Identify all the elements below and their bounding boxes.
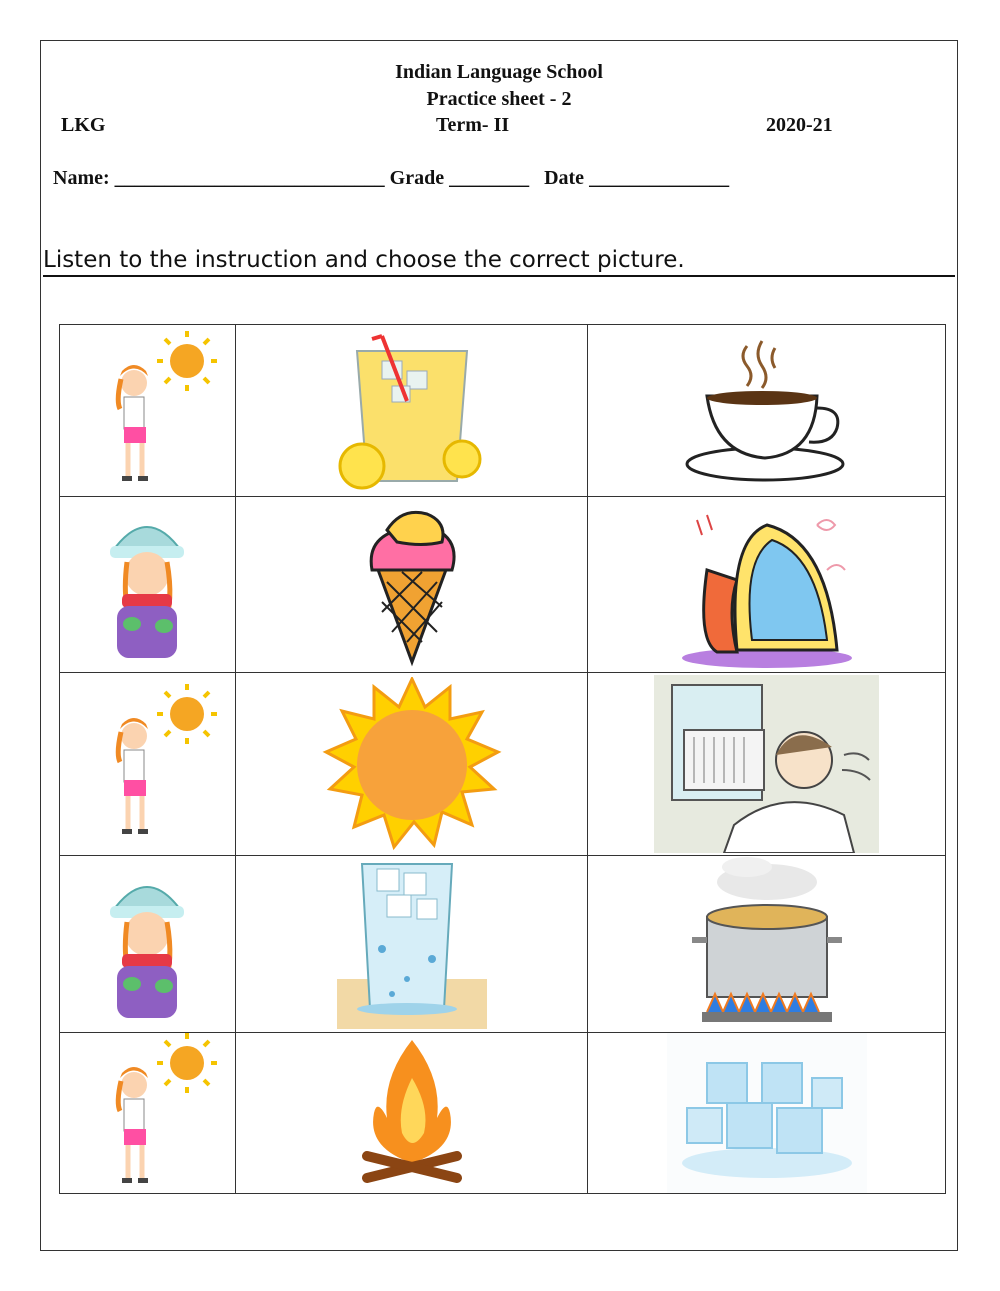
sun-icon xyxy=(157,331,217,391)
name-field[interactable]: ___________________________ xyxy=(114,167,385,189)
instruction-text: Listen to the instruction and choose the correct picture. xyxy=(43,247,955,277)
campfire-image[interactable] xyxy=(235,1033,587,1194)
air-conditioner-image[interactable] xyxy=(588,673,946,856)
sun-icon xyxy=(157,684,217,744)
year-label: 2020-21 xyxy=(766,114,833,136)
grade-label: Grade xyxy=(389,167,445,189)
student-fields-row xyxy=(53,167,729,190)
boiling-pot-image[interactable] xyxy=(588,856,946,1033)
table-row xyxy=(60,1033,946,1194)
hot-girl-with-sun-image xyxy=(60,1033,236,1194)
sun-image[interactable] xyxy=(235,673,587,856)
table-row xyxy=(60,325,946,497)
school-name: Indian Language School xyxy=(395,61,603,83)
cold-girl-in-winter-clothes-image xyxy=(60,856,236,1033)
term-label: Term- II xyxy=(436,114,510,136)
hot-iron-image[interactable] xyxy=(588,497,946,673)
ice-cubes-image[interactable] xyxy=(588,1033,946,1194)
sun-icon xyxy=(157,1033,217,1093)
ice-cream-cone-image[interactable] xyxy=(235,497,587,673)
girl-icon xyxy=(119,1067,149,1183)
name-label: Name: xyxy=(53,167,110,189)
hot-girl-with-sun-image xyxy=(60,325,236,497)
table-row xyxy=(60,673,946,856)
grade-field[interactable]: ________ xyxy=(449,167,530,189)
lemonade-image[interactable] xyxy=(235,325,587,497)
glass-of-ice-image[interactable] xyxy=(235,856,587,1033)
picture-choice-table xyxy=(59,324,946,1194)
sheet-title: Practice sheet - 2 xyxy=(426,88,572,110)
girl-icon xyxy=(119,365,149,481)
hot-girl-with-sun-image xyxy=(60,673,236,856)
hot-coffee-image[interactable] xyxy=(588,325,946,497)
date-field[interactable]: ______________ xyxy=(589,167,730,189)
worksheet-page xyxy=(40,40,958,1251)
girl-icon xyxy=(119,718,149,834)
date-label: Date xyxy=(544,167,585,189)
class-label: LKG xyxy=(61,114,106,136)
cold-girl-in-winter-clothes-image xyxy=(60,497,236,673)
table-row xyxy=(60,856,946,1033)
table-row xyxy=(60,497,946,673)
